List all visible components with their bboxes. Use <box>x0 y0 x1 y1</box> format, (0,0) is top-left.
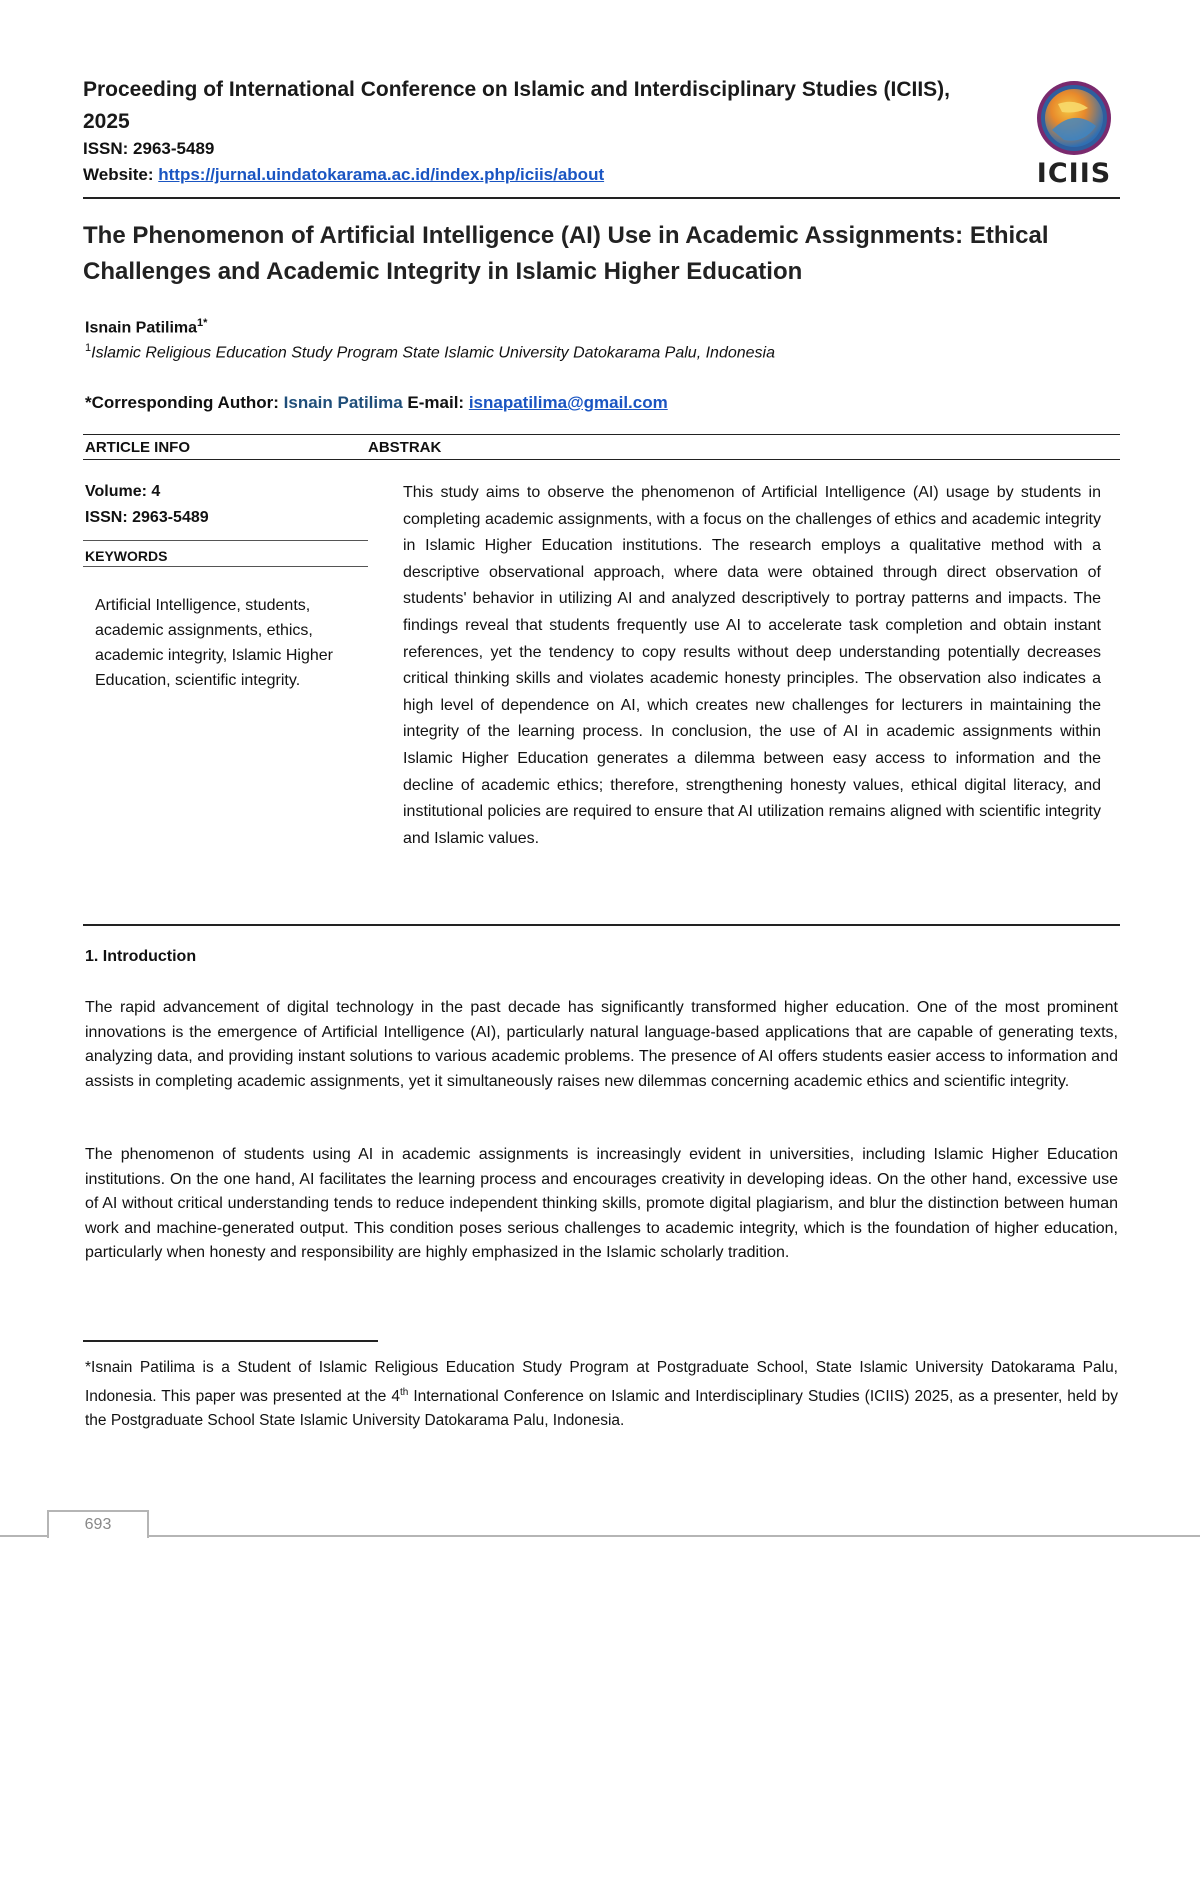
keywords-heading: KEYWORDS <box>85 548 168 564</box>
footnote-rule <box>83 1340 378 1342</box>
journal-website <box>83 165 604 185</box>
abstract-end-rule <box>83 924 1120 926</box>
corr-email-label: E-mail: <box>402 393 469 412</box>
footnote-part1: *Isnain Patilima is a Student of Islamic Religious Education Study Program at Postgraduate School, State Islamic University Datokarama Palu, Indonesia. This paper was presented at the 4 <box>85 1359 1118 1405</box>
introduction-heading: 1. Introduction <box>85 948 197 965</box>
footnote-part2: International Conference on Islamic and Interdisciplinary Studies (ICIIS) 2025, as a presenter, held by the Postgraduate School State Islamic University Datokarama Palu, Indonesia. <box>85 1387 1118 1430</box>
globe-icon <box>1024 78 1124 158</box>
corr-email-link[interactable]: isnapatilima@gmail.com <box>468 393 668 412</box>
iciis-logo <box>1024 78 1124 188</box>
affiliation-text: Islamic Religious Education Study Program State Islamic University Datokarama Palu, Indonesia <box>91 344 775 362</box>
journal-issn: ISSN: 2963-5489 <box>83 139 215 158</box>
page-number: 693 <box>47 1510 149 1538</box>
header-divider <box>83 197 1120 199</box>
keywords-text: Artificial Intelligence, students, academic assignments, ethics, academic integrity, Islamic Higher Education, scientific integrity. <box>95 597 334 689</box>
volume-info <box>85 479 209 531</box>
intro-paragraph: The rapid advancement of digital technology in the past decade has significantly transformed higher education. One of the most prominent innovations is the emergence of Artificial Intelligence (AI), particularly natural language-based applications that are capable of generating texts, analyzing data, and providing instant solutions to various academic problems. The presence of AI offers students easier access to information and assists in completing academic assignments, yet it simultaneously raises new dilemmas concerning academic ethics and scientific integrity. <box>85 999 1118 1090</box>
author-name: Isnain Patilima <box>85 319 198 337</box>
volume-text: Volume: 4 <box>85 483 161 500</box>
footer-line <box>0 1535 1200 1537</box>
keywords-top-rule <box>83 540 368 541</box>
intro-paragraph: The phenomenon of students using AI in academic assignments is increasingly evident in universities, including Islamic Higher Education institutions. On the one hand, AI facilitates the learning process and encourages creativity in developing ideas. On the other hand, excessive use of AI without critical understanding tends to reduce independent thinking skills, promote digital plagiarism, and blur the distinction between human work and machine-generated output. This condition poses serious challenges to academic integrity, which is the foundation of higher education, particularly when honesty and responsibility are highly emphasized in the Islamic scholarly tradition. <box>85 1146 1118 1262</box>
keywords-bottom-rule <box>83 566 368 567</box>
article-info-heading: ARTICLE INFO <box>85 439 190 456</box>
abstract-text: This study aims to observe the phenomenon of Artificial Intelligence (AI) usage by students in completing academic assignments, with a focus on the challenges of ethics and academic integrity in Islamic Higher Education institutions. The research employs a qualitative method with a descriptive observational approach, where data were obtained through direct observation of students' behavior in utilizing AI and analyzed descriptively to portray patterns and impacts. The findings reveal that students frequently use AI to accelerate task completion and obtain instant references, yet the tendency to copy results without deep understanding potentially decreases critical thinking skills and violates academic honesty principles. The observation also indicates a high level of dependence on AI, which creates new challenges for lecturers in maintaining the integrity of the learning process. In conclusion, the use of AI in academic assignments within Islamic Higher Education generates a dilemma between easy access to information and the decline of academic ethics; therefore, strengthening honesty values, ethical digital literacy, and institutional policies are required to ensure that AI utilization remains aligned with scientific integrity and Islamic values. <box>403 484 1101 847</box>
website-link[interactable]: https://jurnal.uindatokarama.ac.id/index.php/iciis/about <box>158 165 605 184</box>
abstract-heading: ABSTRAK <box>368 439 442 456</box>
corr-label: *Corresponding Author: <box>85 393 284 412</box>
author-line <box>85 317 207 337</box>
affiliation-line <box>85 342 775 362</box>
logo-text: ICIIS <box>1036 158 1112 189</box>
info-top-rule <box>83 434 1120 435</box>
paper-title: The Phenomenon of Artificial Intelligence (AI) Use in Academic Assignments: Ethical Challenges and Academic Integrity in Islamic Higher Education <box>83 222 1049 285</box>
footnote <box>85 1356 1118 1434</box>
corr-name: Isnain Patilima <box>283 393 403 412</box>
journal-title: Proceeding of International Conference on Islamic and Interdisciplinary Studies (ICIIS), 2025 <box>83 78 950 133</box>
info-bottom-rule <box>83 459 1120 460</box>
author-superscript: 1* <box>197 317 208 329</box>
corresponding-author <box>85 393 668 413</box>
website-label: Website: <box>83 165 159 184</box>
issn-text: ISSN: 2963-5489 <box>85 509 209 526</box>
affiliation-superscript: 1 <box>85 342 92 354</box>
footnote-superscript: th <box>399 1386 409 1398</box>
